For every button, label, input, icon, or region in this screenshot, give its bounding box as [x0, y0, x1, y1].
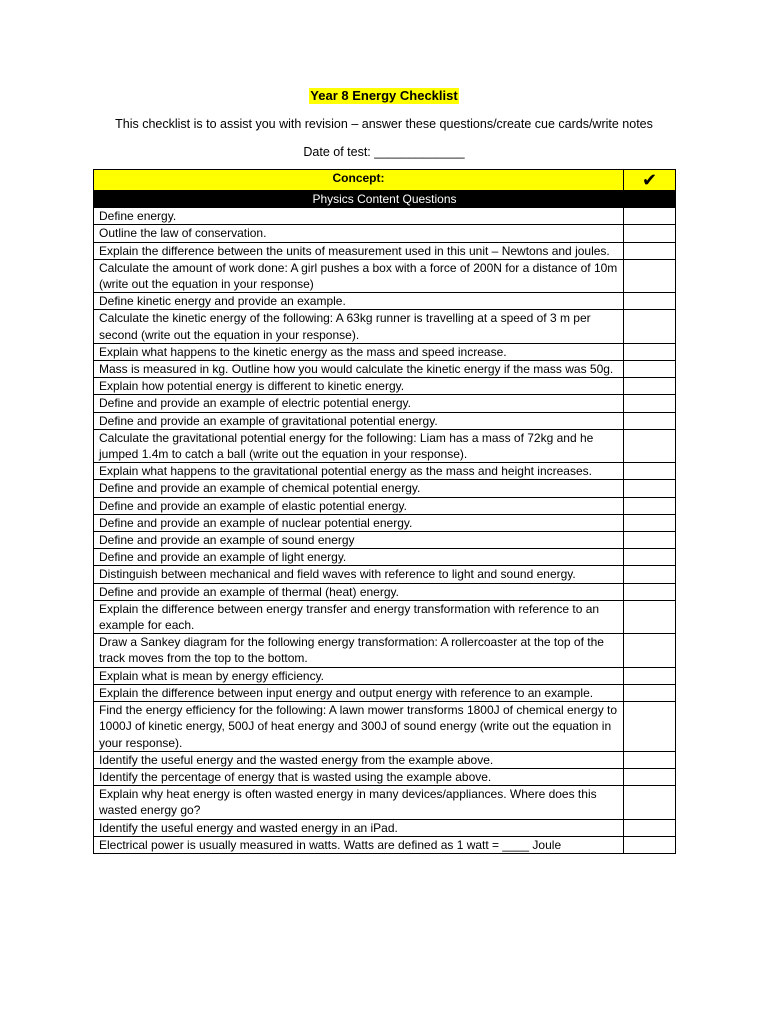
concept-cell: Explain the difference between input energy and output energy with reference to an example. — [94, 684, 624, 701]
table-row — [94, 463, 676, 480]
concept-cell: Explain why heat energy is often wasted energy in many devices/appliances. Where does this wasted energy go? — [94, 786, 624, 819]
check-cell[interactable] — [624, 497, 676, 514]
table-row — [94, 600, 676, 633]
table-row — [94, 310, 676, 343]
concept-cell: Identify the useful energy and wasted energy in an iPad. — [94, 819, 624, 836]
concept-cell: Define and provide an example of gravitational potential energy. — [94, 412, 624, 429]
check-cell[interactable] — [624, 549, 676, 566]
concept-cell: Explain how potential energy is different to kinetic energy. — [94, 378, 624, 395]
table-row — [94, 514, 676, 531]
table-row — [94, 684, 676, 701]
table-row — [94, 819, 676, 836]
table-row — [94, 361, 676, 378]
concept-cell: Find the energy efficiency for the following: A lawn mower transforms 1800J of chemical energy to 1000J of kinetic energy, 500J of heat energy and 300J of sound energy (write out the equation in your response). — [94, 702, 624, 752]
check-cell[interactable] — [624, 751, 676, 768]
check-cell[interactable] — [624, 225, 676, 242]
table-row — [94, 293, 676, 310]
table-row — [94, 549, 676, 566]
table-header-row — [94, 170, 676, 191]
check-cell[interactable] — [624, 310, 676, 343]
table-row — [94, 378, 676, 395]
check-cell[interactable] — [624, 768, 676, 785]
check-cell[interactable] — [624, 429, 676, 462]
concept-cell: Calculate the kinetic energy of the following: A 63kg runner is travelling at a speed of 3 m per second (write out the equation in your response). — [94, 310, 624, 343]
concept-cell: Explain what happens to the kinetic energy as the mass and speed increase. — [94, 343, 624, 360]
table-row — [94, 566, 676, 583]
concept-header: Concept: — [94, 170, 624, 191]
table-row — [94, 395, 676, 412]
subtitle: This checklist is to assist you with revision – answer these questions/create cue cards/write notes — [115, 117, 653, 131]
check-cell[interactable] — [624, 684, 676, 701]
check-cell[interactable] — [624, 259, 676, 292]
concept-cell: Mass is measured in kg. Outline how you would calculate the kinetic energy if the mass was 50g. — [94, 361, 624, 378]
table-row — [94, 480, 676, 497]
section-row — [94, 191, 676, 208]
concept-cell: Calculate the gravitational potential energy for the following: Liam has a mass of 72kg and he jumped 1.4m to catch a ball (write out the equation in your response). — [94, 429, 624, 462]
check-cell[interactable] — [624, 343, 676, 360]
check-cell[interactable] — [624, 242, 676, 259]
check-cell[interactable] — [624, 634, 676, 667]
table-row — [94, 583, 676, 600]
table-row — [94, 242, 676, 259]
title-wrap — [0, 87, 768, 105]
table-row — [94, 208, 676, 225]
check-cell[interactable] — [624, 600, 676, 633]
check-cell[interactable] — [624, 361, 676, 378]
check-cell[interactable] — [624, 395, 676, 412]
concept-cell: Define and provide an example of light energy. — [94, 549, 624, 566]
check-cell[interactable] — [624, 412, 676, 429]
table-row — [94, 429, 676, 462]
check-cell[interactable] — [624, 566, 676, 583]
page-title: Year 8 Energy Checklist — [310, 88, 458, 103]
check-cell[interactable] — [624, 819, 676, 836]
concept-cell: Define kinetic energy and provide an example. — [94, 293, 624, 310]
concept-cell: Identify the percentage of energy that is wasted using the example above. — [94, 768, 624, 785]
table-row — [94, 768, 676, 785]
check-cell[interactable] — [624, 583, 676, 600]
check-cell[interactable] — [624, 514, 676, 531]
table-row — [94, 667, 676, 684]
section-title: Physics Content Questions — [94, 191, 676, 208]
concept-cell: Identify the useful energy and the wasted energy from the example above. — [94, 751, 624, 768]
check-cell[interactable] — [624, 667, 676, 684]
concept-cell: Define and provide an example of elastic potential energy. — [94, 497, 624, 514]
concept-cell: Explain the difference between the units of measurement used in this unit – Newtons and joules. — [94, 242, 624, 259]
concept-cell: Explain what happens to the gravitational potential energy as the mass and height increases. — [94, 463, 624, 480]
concept-cell: Electrical power is usually measured in watts. Watts are defined as 1 watt = ____ Joule — [94, 836, 624, 853]
table-row — [94, 343, 676, 360]
check-cell[interactable] — [624, 532, 676, 549]
concept-cell: Explain what is mean by energy efficiency. — [94, 667, 624, 684]
table-row — [94, 702, 676, 752]
checkmark-icon: ✔ — [624, 170, 676, 191]
concept-cell: Outline the law of conservation. — [94, 225, 624, 242]
concept-cell: Define and provide an example of electric potential energy. — [94, 395, 624, 412]
check-cell[interactable] — [624, 480, 676, 497]
concept-cell: Define and provide an example of thermal (heat) energy. — [94, 583, 624, 600]
check-cell[interactable] — [624, 463, 676, 480]
table-row — [94, 532, 676, 549]
checklist-table — [93, 169, 676, 854]
table-row — [94, 751, 676, 768]
check-cell[interactable] — [624, 208, 676, 225]
table-row — [94, 497, 676, 514]
concept-cell: Explain the difference between energy transfer and energy transformation with reference to an example for each. — [94, 600, 624, 633]
check-cell[interactable] — [624, 702, 676, 752]
concept-cell: Define and provide an example of nuclear potential energy. — [94, 514, 624, 531]
check-cell[interactable] — [624, 836, 676, 853]
concept-cell: Define energy. — [94, 208, 624, 225]
table-row — [94, 412, 676, 429]
concept-cell: Distinguish between mechanical and field waves with reference to light and sound energy. — [94, 566, 624, 583]
check-cell[interactable] — [624, 378, 676, 395]
check-cell[interactable] — [624, 293, 676, 310]
concept-cell: Define and provide an example of sound energy — [94, 532, 624, 549]
table-row — [94, 634, 676, 667]
check-cell[interactable] — [624, 786, 676, 819]
table-row — [94, 225, 676, 242]
table-row — [94, 259, 676, 292]
table-row — [94, 786, 676, 819]
table-row — [94, 836, 676, 853]
concept-cell: Calculate the amount of work done: A girl pushes a box with a force of 200N for a distance of 10m (write out the equation in your response) — [94, 259, 624, 292]
concept-cell: Define and provide an example of chemical potential energy. — [94, 480, 624, 497]
date-of-test: Date of test: _____________ — [303, 145, 465, 159]
concept-cell: Draw a Sankey diagram for the following energy transformation: A rollercoaster at the top of the track moves from the top to the bottom. — [94, 634, 624, 667]
